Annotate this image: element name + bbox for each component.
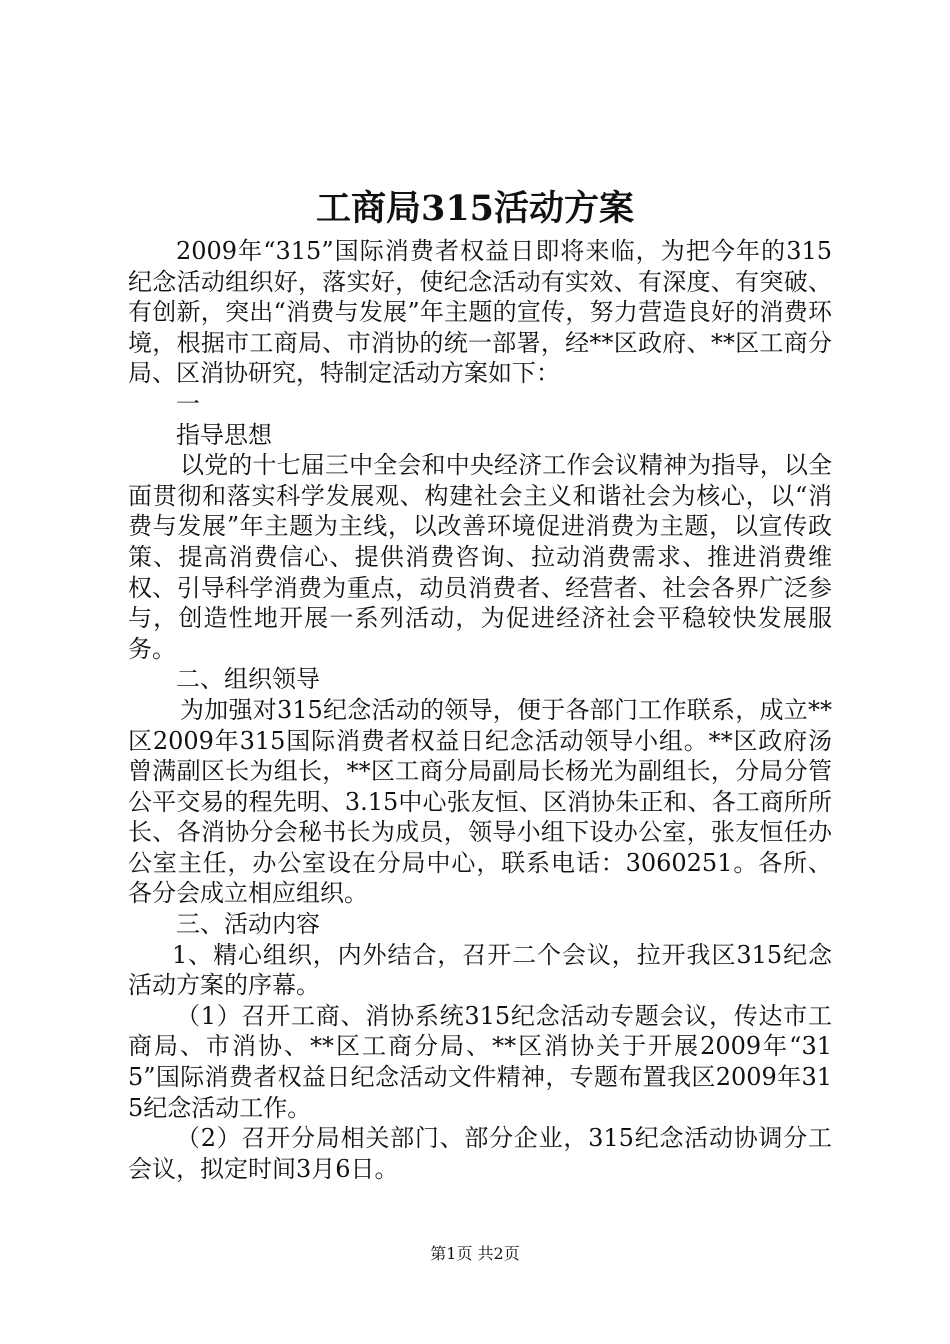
document-title: 工商局315活动方案	[315, 188, 635, 229]
intro-paragraph: 2009年“315”国际消费者权益日即将来临，为把今年的315纪念活动组织好，落实好，使纪念活动有实效、有深度、有突破、有创新，突出“消费与发展”年主题的宣传，努力营造良好的消费环境，根据市工商局、市消协的统一部署，经**区政府、**区工商分局、区消协研究，特制定活动方案如下：	[128, 237, 832, 388]
section-1-heading: 指导思想	[176, 420, 272, 449]
section-3-item-1-1: （1）召开工商、消协系统315纪念活动专题会议，传达市工商局、市消协、**区工商分局、**区消协关于开展2009年“315”国际消费者权益日纪念活动文件精神，专题布置我区2009年315纪念活动工作。	[128, 1001, 832, 1122]
section-2-heading: 二、组织领导	[176, 665, 320, 694]
section-2-body: 为加强对315纪念活动的领导，便于各部门工作联系，成立**区2009年315国际消费者权益日纪念活动领导小组。**区政府汤曾满副区长为组长，**区工商分局副局长杨光为副组长，分局分管公平交易的程先明、3.15中心张友恒、区消协朱正和、各工商所所长、各消协分会秘书长为成员，领导小组下设办公室，张友恒任办公室主任，办公室设在分局中心，联系电话：3060251。各所、各分会成立相应组织。	[128, 695, 832, 908]
document-body	[128, 236, 832, 1184]
section-3-heading: 三、活动内容	[176, 910, 320, 939]
section-1-number: 一	[176, 389, 200, 418]
section-3-item-1-2: （2）召开分局相关部门、部分企业，315纪念活动协调分工会议，拟定时间3月6日。	[128, 1124, 832, 1183]
section-1-body: 以党的十七届三中全会和中央经济工作会议精神为指导，以全面贯彻和落实科学发展观、构建社会主义和谐社会为核心，以“消费与发展”年主题为主线，以改善环境促进消费为主题，以宣传政策、提高消费信心、提供消费咨询、拉动消费需求、推进消费维权、引导科学消费为重点，动员消费者、经营者、社会各界广泛参与，创造性地开展一系列活动，为促进经济社会平稳较快发展服务。	[128, 451, 832, 663]
section-3-item-1: 1、精心组织，内外结合，召开二个会议，拉开我区315纪念活动方案的序幕。	[128, 940, 832, 1000]
page-footer: 第1页 共2页	[430, 1244, 520, 1263]
